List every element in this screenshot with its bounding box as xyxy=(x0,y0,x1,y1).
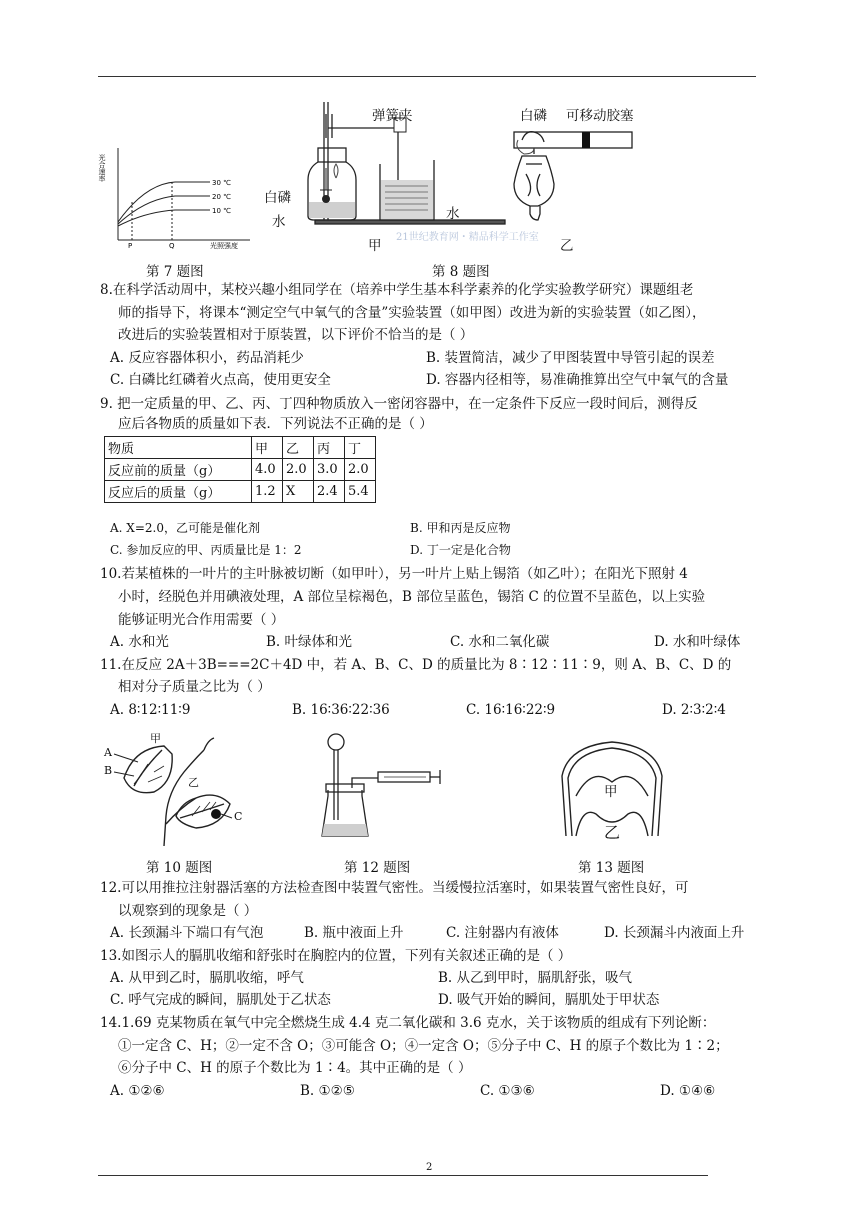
q13-stem: 13.如图示人的膈肌收缩和舒张时在胸腔内的位置，下列有关叙述正确的是（ ） xyxy=(100,948,572,964)
q13-option-a: A. 从甲到乙时，膈肌收缩，呼气 xyxy=(110,970,304,986)
fig13-label-jia: 甲 xyxy=(604,784,618,800)
fig10-label-jia: 甲 xyxy=(150,732,161,745)
fig10-caption: 第 10 题图 xyxy=(146,860,213,876)
fig8-phosphorus-label: 白磷 xyxy=(264,190,291,206)
table-row xyxy=(105,459,376,481)
q11-option-b: B. 16∶36∶22∶36 xyxy=(292,702,390,718)
fig12-apparatus xyxy=(318,730,448,846)
fig8-yi-apparatus xyxy=(500,110,640,228)
q10-stem: 能够证明光合作用需要（ ） xyxy=(118,612,285,628)
q11-stem: 相对分子质量之比为（ ） xyxy=(118,679,271,695)
fig7-curve-label: 20 ℃ xyxy=(212,193,231,201)
q9-option-c: C. 参加反应的甲、丙质量比是 1：2 xyxy=(110,543,302,557)
q8-option-d: D. 容器内径相等，易准确推算出空气中氧气的含量 xyxy=(426,372,729,388)
q9-stem: 9. 把一定质量的甲、乙、丙、丁四种物质放入一密闭容器中，在一定条件下反应一段时间后，测得反 xyxy=(100,396,698,412)
q12-stem: 以观察到的现象是（ ） xyxy=(118,903,258,919)
q9-stem: 应后各物质的质量如下表．下列说法不正确的是（ ） xyxy=(118,416,433,432)
q8-option-c: C. 白磷比红磷着火点高，使用更安全 xyxy=(110,372,331,388)
fig7-point-p: P xyxy=(128,242,133,250)
fig10-label-a: A xyxy=(104,746,112,759)
fig10-label-yi: 乙 xyxy=(188,776,199,789)
fig13-label-yi: 乙 xyxy=(604,823,621,842)
q9-option-b: B. 甲和丙是反应物 xyxy=(410,521,511,535)
table-cell: 4.0 xyxy=(252,459,283,481)
q9-option-d: D. 丁一定是化合物 xyxy=(410,543,511,557)
fig8-water-right-label: 水 xyxy=(446,206,460,222)
fig7-xaxis-label: 光照强度 xyxy=(210,242,238,250)
table-header-cell: 丁 xyxy=(345,437,376,459)
fig8-yi-phosphorus-label: 白磷 xyxy=(520,108,547,124)
fig7-yaxis-label: 光合速率 xyxy=(98,154,106,182)
table-header-cell: 乙 xyxy=(283,437,314,459)
q10-stem: 小时，经脱色并用碘液处理，A 部位呈棕褐色，B 部位呈蓝色，锡箔 C 的位置不呈蓝色，以上实验 xyxy=(118,589,706,605)
q10-option-a: A. 水和光 xyxy=(110,634,169,650)
fig7-curve-label: 10 ℃ xyxy=(212,207,231,215)
q12-option-b: B. 瓶中液面上升 xyxy=(304,925,404,941)
table-cell: 1.2 xyxy=(252,481,283,503)
q12-option-d: D. 长颈漏斗内液面上升 xyxy=(604,925,745,941)
table-cell: 3.0 xyxy=(314,459,345,481)
q8-stem: 改进后的实验装置相对于原装置，以下评价不恰当的是（ ） xyxy=(118,327,474,343)
q8-stem: 8.在科学活动周中，某校兴趣小组同学在（培养中学生基本科学素养的化学实验教学研究）课题组老 xyxy=(100,282,694,298)
fig10-label-c: C xyxy=(234,810,243,823)
q14-stem: ⑥分子中 C、H 的原子个数比为 1∶4。其中正确的是（ ） xyxy=(118,1060,472,1076)
q14-option-d: D. ①④⑥ xyxy=(660,1083,716,1099)
q9-table xyxy=(104,436,376,503)
q8-option-b: B. 装置简洁，减少了甲图装置中导管引起的误差 xyxy=(426,350,715,366)
table-header-cell: 丙 xyxy=(314,437,345,459)
table-cell: 2.0 xyxy=(345,459,376,481)
fig8-yi-label: 乙 xyxy=(560,238,574,254)
fig8-jia-label: 甲 xyxy=(368,238,382,254)
q10-stem: 10.若某植株的一叶片的主叶脉被切断（如甲叶），另一叶片上贴上锡箔（如乙叶）；在阳光下照射 4 xyxy=(100,566,688,582)
fig7-caption: 第 7 题图 xyxy=(146,264,204,280)
q10-option-d: D. 水和叶绿体 xyxy=(654,634,741,650)
table-cell: 2.0 xyxy=(283,459,314,481)
fig13-caption: 第 13 题图 xyxy=(578,860,645,876)
q14-stem: 14.1.69 克某物质在氧气中完全燃烧生成 4.4 克二氧化碳和 3.6 克水，关于该物质的组成有下列论断： xyxy=(100,1015,716,1031)
q14-option-b: B. ①②⑤ xyxy=(300,1083,355,1099)
fig12-caption: 第 12 题图 xyxy=(344,860,411,876)
q11-option-c: C. 16∶16∶22∶9 xyxy=(466,702,556,718)
fig8-caption: 第 8 题图 xyxy=(432,264,490,280)
table-cell: 反应后的质量（g） xyxy=(105,481,252,503)
fig8-clip-label: 弹簧夹 xyxy=(372,108,413,124)
q9-option-a: A. X=2.0，乙可能是催化剂 xyxy=(110,521,260,535)
table-header-row xyxy=(105,437,376,459)
fig8-plug-label: 可移动胶塞 xyxy=(566,108,634,124)
q8-option-a: A. 反应容器体积小，药品消耗少 xyxy=(110,350,304,366)
fig7-point-q: Q xyxy=(169,242,175,250)
fig7-graph xyxy=(100,144,260,250)
table-cell: X xyxy=(283,481,314,503)
table-header-cell: 甲 xyxy=(252,437,283,459)
q8-stem: 师的指导下，将课本“测定空气中氧气的含量”实验装置（如甲图）改进为新的实验装置（如乙图）， xyxy=(118,305,706,321)
fig8-water-left-label: 水 xyxy=(272,214,286,230)
q11-option-a: A. 8∶12∶11∶9 xyxy=(110,702,191,718)
q14-stem: ①一定含 C、H；②一定不含 O；③可能含 O；④一定含 O；⑤分子中 C、H 的原子个数比为 1∶2； xyxy=(118,1038,729,1054)
q14-option-c: C. ①③⑥ xyxy=(480,1083,535,1099)
fig10-label-b: B xyxy=(104,764,113,777)
table-row xyxy=(105,481,376,503)
table-cell: 5.4 xyxy=(345,481,376,503)
page-number: 2 xyxy=(426,1162,433,1173)
q10-option-b: B. 叶绿体和光 xyxy=(266,634,353,650)
fig10-plant xyxy=(104,732,244,848)
q13-option-d: D. 吸气开始的瞬间，膈肌处于甲状态 xyxy=(438,992,660,1008)
q13-option-c: C. 呼气完成的瞬间，膈肌处于乙状态 xyxy=(110,992,331,1008)
header-rule xyxy=(98,76,756,77)
q12-option-c: C. 注射器内有液体 xyxy=(446,925,559,941)
q13-option-b: B. 从乙到甲时，膈肌舒张，吸气 xyxy=(438,970,633,986)
footer-rule xyxy=(98,1175,708,1176)
fig7-curve-label: 30 ℃ xyxy=(212,179,231,187)
q12-stem: 12.可以用推拉注射器活塞的方法检查图中装置气密性。当缓慢拉活塞时，如果装置气密性良好，可 xyxy=(100,880,689,896)
q12-option-a: A. 长颈漏斗下端口有气泡 xyxy=(110,925,264,941)
q11-stem: 11.在反应 2A＋3B===2C＋4D 中，若 A、B、C、D 的质量比为 8∶12∶11∶9，则 A、B、C、D 的 xyxy=(100,657,732,673)
fig8-watermark: 21世纪教育网・精品科学工作室 xyxy=(396,232,539,243)
q11-option-d: D. 2∶3∶2∶4 xyxy=(662,702,726,718)
table-cell: 2.4 xyxy=(314,481,345,503)
table-header-cell: 物质 xyxy=(105,437,252,459)
q14-option-a: A. ①②⑥ xyxy=(110,1083,165,1099)
table-cell: 反应前的质量（g） xyxy=(105,459,252,481)
q10-option-c: C. 水和二氧化碳 xyxy=(450,634,550,650)
